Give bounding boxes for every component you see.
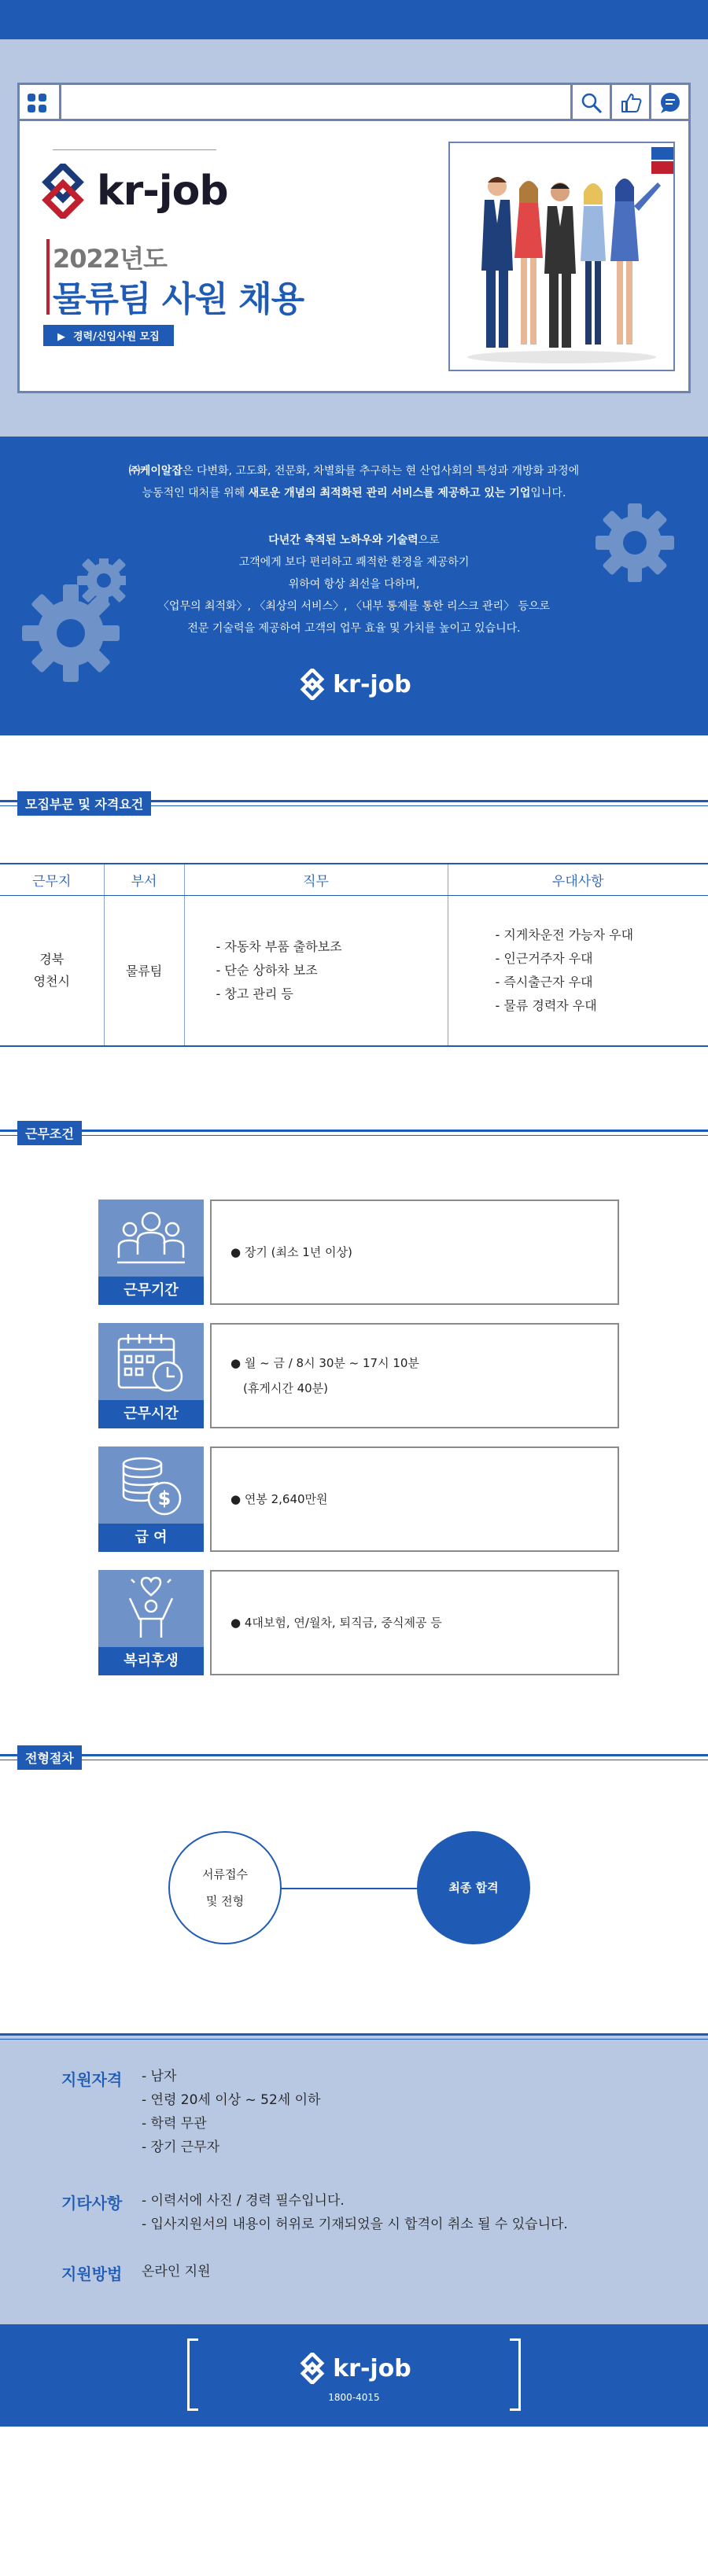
- table-header: 근무지: [0, 864, 104, 895]
- list-item: - 창고 관리 등: [216, 986, 293, 1001]
- qualifications-section: [0, 2033, 708, 2324]
- condition-hours-box: [210, 1323, 619, 1428]
- qualification-list: [142, 2065, 320, 2159]
- logo-mark-icon: [297, 669, 328, 700]
- chat-button[interactable]: [649, 85, 688, 121]
- recruit-tag: [43, 325, 174, 346]
- recruit-table: [0, 863, 708, 1047]
- section-title-process: 전형절차: [17, 1745, 82, 1770]
- intro-line: 고객에게 보다 편리하고 쾌적한 환경을 제공하기: [238, 556, 470, 569]
- table-header: 우대사항: [448, 864, 708, 895]
- section-divider: [0, 1135, 708, 1136]
- condition-label: 근무시간: [98, 1400, 204, 1428]
- intro-highlight: 다년간 축적된 노하우와 기술력: [268, 534, 419, 547]
- coins-icon: [117, 1453, 185, 1519]
- list-item: - 즉시출근자 우대: [495, 974, 593, 989]
- intro-line: 전문 기술력을 제공하여 고객의 업무 효율 및 가치를 높이고 있습니다.: [187, 622, 521, 635]
- location-line: 경북: [39, 951, 65, 967]
- intro-text: 은 다변화, 고도화, 전문화, 차별화를 추구하는 현 산업사회의 특성과 개방화 과정에: [182, 465, 580, 477]
- page-title: 물류팀 사원 채용: [53, 279, 304, 319]
- process-step-label: 및 전형: [205, 1894, 245, 1908]
- footer: [0, 2324, 708, 2427]
- department-cell: 물류팀: [104, 895, 184, 1046]
- list-item: - 학력 무관: [142, 2116, 207, 2132]
- intro-line: 위하여 항상 최선을 다하며,: [288, 578, 420, 591]
- company-name: ㈜케이알잡: [128, 465, 183, 477]
- title-accent-bar: [46, 239, 50, 315]
- condition-salary: [98, 1446, 204, 1552]
- condition-hours: [98, 1323, 204, 1428]
- footer-phone: 1800-4015: [328, 2392, 380, 2403]
- section-divider: [0, 2039, 708, 2040]
- chat-icon: [658, 91, 682, 115]
- intro-highlight: 새로운 개념의 최적화된 관리 서비스를 제공하고 있는 기업: [248, 487, 531, 499]
- section-divider: [0, 1130, 708, 1132]
- logo-text: kr-job: [333, 670, 411, 698]
- condition-label: 복리후생: [98, 1647, 204, 1675]
- condition-label: 급 여: [98, 1524, 204, 1552]
- table-row: [0, 895, 708, 1046]
- section-divider: [0, 2033, 708, 2036]
- intro-text-block: [0, 460, 708, 504]
- intro-text: 능동적인 대처를 위해: [142, 487, 249, 499]
- section-title-recruit: 모집부문 및 자격요건: [17, 791, 151, 816]
- company-intro-section: [0, 437, 708, 735]
- title-year: 2022년도: [53, 244, 167, 274]
- logo-mark-icon: [35, 164, 90, 219]
- people-icon: [114, 1207, 188, 1270]
- like-button[interactable]: [610, 85, 649, 121]
- list-item: - 자동차 부품 출하보조: [216, 938, 342, 954]
- duty-list: [185, 935, 448, 1006]
- logo-text: kr-job: [333, 2354, 411, 2383]
- intro-line: [0, 460, 708, 482]
- condition-text: ● 월 ~ 금 / 8시 30분 ~ 17시 10분: [230, 1356, 419, 1370]
- list-item: - 물류 경력자 우대: [495, 997, 597, 1013]
- list-item: - 지게차운전 가능자 우대: [495, 927, 634, 942]
- calendar-clock-icon: [116, 1331, 186, 1395]
- condition-welfare-box: [210, 1570, 619, 1675]
- intro-line: 〈업무의 최적화〉, 〈최상의 서비스〉, 〈내부 통제를 통한 리스크 관리〉 등으로: [157, 600, 551, 613]
- intro-text: 입니다.: [530, 487, 566, 499]
- process-step-final: [417, 1831, 530, 1944]
- condition-text: ● 연봉 2,640만원: [230, 1492, 328, 1506]
- condition-label: 근무기간: [98, 1277, 204, 1305]
- section-title-conditions: 근무조건: [17, 1121, 82, 1145]
- list-item: - 이력서에 사진 / 경력 필수입니다.: [142, 2193, 345, 2209]
- footer-logo: [0, 2353, 708, 2384]
- grid-icon: [27, 93, 47, 113]
- list-item: - 단순 상하차 보조: [216, 962, 318, 978]
- condition-welfare: [98, 1570, 204, 1675]
- list-item: - 장기 근무자: [142, 2139, 220, 2155]
- intro-line: [0, 482, 708, 504]
- section-divider: [0, 1754, 708, 1756]
- search-button[interactable]: [570, 85, 610, 121]
- search-icon: [581, 92, 603, 114]
- method-label: 지원방법: [61, 2265, 123, 2283]
- location-line: 영천시: [33, 973, 70, 989]
- intro-logo: [0, 669, 708, 700]
- process-step-label: 최종 합격: [448, 1881, 499, 1895]
- misc-list: [142, 2189, 568, 2236]
- table-header-row: [0, 864, 708, 895]
- condition-period-box: [210, 1200, 619, 1305]
- list-item: - 남자: [142, 2069, 177, 2084]
- play-icon: ▶: [57, 331, 65, 343]
- location-cell: [0, 895, 104, 1046]
- apps-grid-button[interactable]: [17, 85, 57, 121]
- logo-divider: [53, 149, 216, 150]
- condition-period: [98, 1200, 204, 1305]
- process-step-documents: [168, 1831, 282, 1944]
- logo-text: kr-job: [97, 168, 228, 215]
- condition-salary-box: [210, 1446, 619, 1552]
- list-item: - 입사지원서의 내용이 허위로 기재되었을 시 합격이 취소 될 수 있습니다.: [142, 2217, 568, 2232]
- intro-line: [0, 529, 708, 551]
- list-item: - 연령 20세 이상 ~ 52세 이하: [142, 2092, 321, 2108]
- top-bar: [0, 0, 708, 39]
- svg-text:$: $: [157, 1487, 171, 1509]
- thumbs-up-icon: [620, 92, 642, 114]
- preference-list: [448, 923, 708, 1018]
- browser-window: [17, 83, 691, 393]
- method-value: 온라인 지원: [142, 2264, 211, 2279]
- table-header: 직무: [184, 864, 448, 895]
- condition-text: (휴게시간 40분): [243, 1381, 329, 1395]
- list-item: - 인근거주자 우대: [495, 950, 593, 966]
- table-header: 부서: [104, 864, 184, 895]
- intro-text-block-2: [0, 529, 708, 639]
- window-toolbar: [20, 85, 688, 121]
- misc-label: 기타사항: [61, 2194, 123, 2213]
- business-team-illustration: [448, 142, 675, 371]
- company-logo: [35, 164, 228, 219]
- logo-mark-icon: [297, 2353, 328, 2384]
- condition-text: ● 장기 (최소 1년 이상): [230, 1245, 352, 1259]
- condition-text: ● 4대보험, 연/월차, 퇴직금, 중식제공 등: [230, 1616, 442, 1630]
- process-step-label: 서류접수: [202, 1867, 248, 1881]
- heart-person-icon: [124, 1575, 179, 1642]
- address-bar[interactable]: [59, 85, 570, 121]
- duty-cell: [184, 895, 448, 1046]
- qualification-label: 지원자격: [61, 2070, 123, 2089]
- recruit-tag-label: 경력/신입사원 모집: [73, 331, 160, 343]
- intro-text: 으로: [418, 534, 440, 547]
- preference-cell: [448, 895, 708, 1046]
